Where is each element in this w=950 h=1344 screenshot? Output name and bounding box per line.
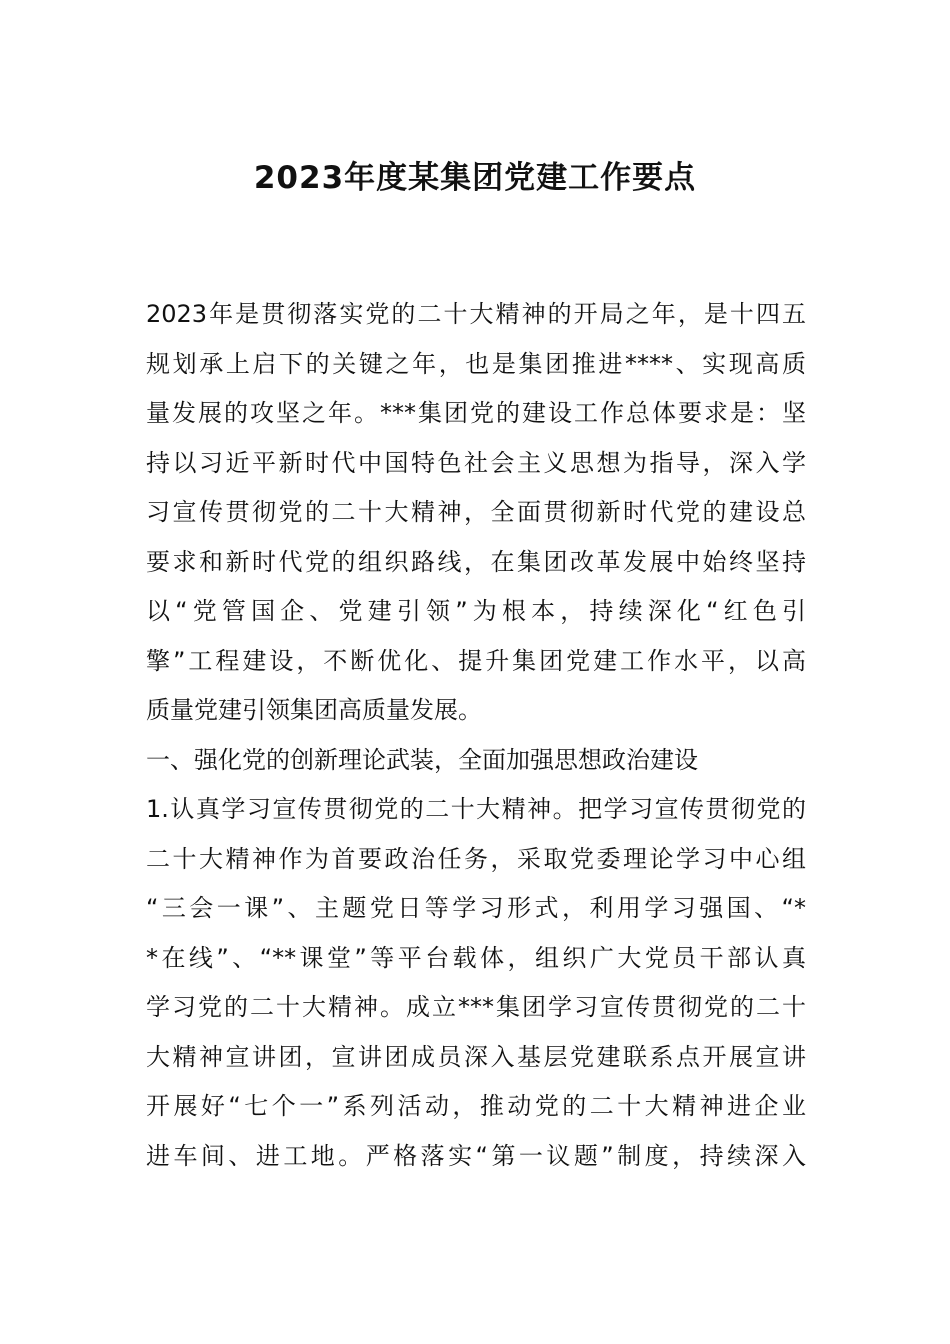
body-line: 习宣传贯彻党的二十大精神，全面贯彻新时代党的建设总 — [146, 498, 806, 526]
body-line: *在线”、“**课堂”等平台载体，组织广大党员干部认真 — [146, 943, 806, 972]
body-line: 开展好“七个一”系列活动，推动党的二十大精神进企业 — [146, 1092, 806, 1120]
document-body — [146, 290, 806, 1181]
body-line: 大精神宣讲团，宣讲团成员深入基层党建联系点开展宣讲 — [146, 1042, 806, 1071]
body-line: 规划承上启下的关键之年，也是集团推进****、实现高质 — [146, 349, 806, 378]
body-line: 2023年是贯彻落实党的二十大精神的开局之年，是十四五 — [146, 300, 806, 328]
section-heading: 一、强化党的创新理论武装，全面加强思想政治建设 — [146, 745, 698, 774]
paragraph-end-line: 质量党建引领集团高质量发展。 — [146, 696, 482, 724]
body-line: 擎”工程建设，不断优化、提升集团党建工作水平，以高 — [146, 646, 806, 675]
body-line: 量发展的攻坚之年。***集团党的建设工作总体要求是：坚 — [146, 399, 806, 427]
body-line: 二十大精神作为首要政治任务，采取党委理论学习中心组 — [146, 844, 806, 873]
body-line: “三会一课”、主题党日等学习形式，利用学习强国、“* — [146, 894, 806, 922]
body-line: 进车间、进工地。严格落实“第一议题”制度，持续深入 — [146, 1141, 806, 1170]
body-line: 以“党管国企、党建引领”为根本，持续深化“红色引 — [146, 597, 806, 625]
body-line: 持以习近平新时代中国特色社会主义思想为指导，深入学 — [146, 448, 806, 477]
body-line: 要求和新时代党的组织路线，在集团改革发展中始终坚持 — [146, 547, 806, 576]
body-line: 学习党的二十大精神。成立***集团学习宣传贯彻党的二十 — [146, 993, 806, 1021]
document-title: 2023年度某集团党建工作要点 — [253, 160, 697, 196]
body-line: 1.认真学习宣传贯彻党的二十大精神。把学习宣传贯彻党的 — [146, 795, 806, 823]
